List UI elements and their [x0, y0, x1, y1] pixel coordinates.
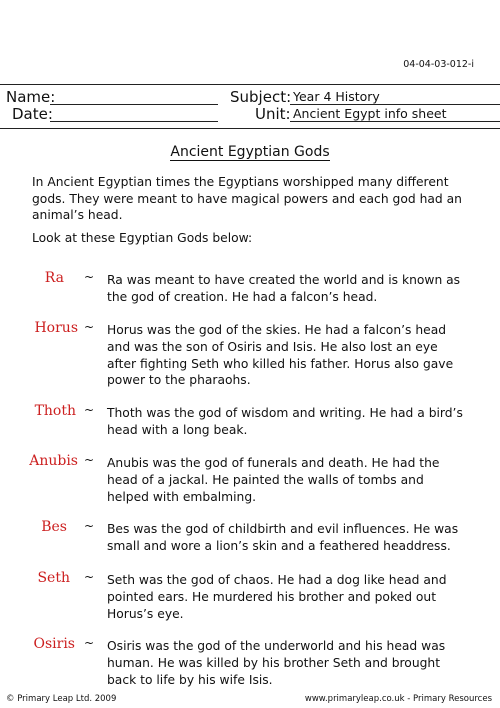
unit-label: Unit:: [255, 105, 291, 123]
separator-tilde: ~: [84, 270, 95, 284]
god-name: Ra: [44, 270, 64, 286]
god-name: Seth: [37, 570, 70, 586]
subject-field-line: [290, 104, 500, 105]
god-description: Osiris was the god of the underworld and his head was human. He was killed by his brother Seth and brought back to life by his wife Isis.: [107, 639, 446, 687]
subject-value: Year 4 History: [293, 89, 380, 104]
page-title: Ancient Egyptian Gods: [170, 144, 330, 160]
separator-tilde: ~: [84, 320, 95, 334]
god-description: Bes was the god of childbirth and evil influences. He was small and wore a lion’s skin and a feathered headdress.: [107, 522, 459, 553]
name-field-line[interactable]: [50, 104, 218, 105]
date-field-line[interactable]: [50, 121, 218, 122]
separator-tilde: ~: [84, 453, 95, 467]
separator-tilde: ~: [84, 570, 95, 584]
god-name: Osiris: [33, 636, 75, 652]
unit-value: Ancient Egypt info sheet: [293, 106, 447, 121]
subject-label: Subject:: [230, 88, 292, 106]
date-label: Date:: [12, 105, 53, 123]
god-description: Horus was the god of the skies. He had a falcon’s head and was the son of Osiris and Isis. He also lost an eye after fighting Seth who killed his father. Horus also gave power to the pharaohs.: [107, 323, 454, 388]
intro-paragraph: In Ancient Egyptian times the Egyptians worshipped many different gods. They were meant to have magical powers and each god had an animal’s head.: [32, 175, 462, 222]
header-bottom-rule: [0, 128, 500, 129]
god-description: Ra was meant to have created the world and is known as the god of creation. He had a falcon’s head.: [107, 273, 461, 304]
name-label: Name:: [6, 88, 56, 106]
god-name: Anubis: [29, 453, 78, 469]
separator-tilde: ~: [84, 403, 95, 417]
reference-code: 04-04-03-012-i: [403, 59, 474, 70]
god-description: Thoth was the god of wisdom and writing. He had a bird’s head with a long beak.: [107, 406, 463, 437]
god-description: Anubis was the god of funerals and death. He had the head of a jackal. He painted the walls of tombs and helped with embalming.: [107, 456, 440, 504]
unit-field-line: [290, 121, 500, 122]
footer-website: www.primaryleap.co.uk - Primary Resources: [304, 694, 492, 704]
separator-tilde: ~: [84, 636, 95, 650]
god-name: Thoth: [34, 403, 76, 419]
intro-prompt: Look at these Egyptian Gods below:: [32, 231, 253, 245]
header-top-rule: [0, 84, 500, 85]
god-description: Seth was the god of chaos. He had a dog like head and pointed ears. He murdered his brother and poked out Horus’s eye.: [107, 573, 447, 621]
separator-tilde: ~: [84, 519, 95, 533]
god-name: Bes: [41, 519, 67, 535]
god-name: Horus: [34, 320, 78, 336]
footer-copyright: © Primary Leap Ltd. 2009: [6, 694, 117, 704]
